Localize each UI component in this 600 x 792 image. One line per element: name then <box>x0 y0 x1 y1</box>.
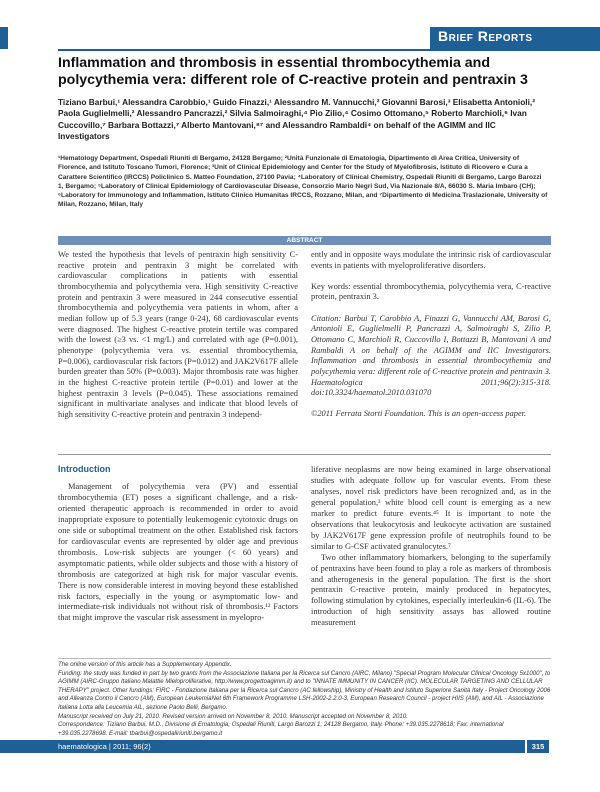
abstract-column-2 <box>311 250 551 431</box>
abstract-label: ABSTRACT <box>286 237 323 244</box>
footnote-correspondence[interactable]: Correspondence: Tiziano Barbui, M.D., Divisione di Ematologia, Ospedali Riuniti, Largo Barozzi 1, 24128 Bergamo, Italy. Phone: +39.035.2278618; Fax: international +39.035.2278698. E-mail: tbarbui@ospedaliriuniti.bergamo.it <box>58 721 504 737</box>
intro-column-1: Management of polycythemia vera (PV) and essential thrombocythemia (ET) poses a significant challenge, and a risk-oriented therapeutic approach is recommended in order to avoid inappropriate exposure to potentially leukemogenic cytotoxic drugs on one side or suboptimal treatment on the other. Established risk factors for cardiovascular events are represented by older age and previous thrombosis. Low-risk subjects are younger (< 60 years) and asymptomatic patients, while older subjects and those with a history of thrombosis are categorized at high risk for major vascular events. There is now considerable interest in moving beyond these established risk factors, especially in the young or asymptomatic low- and intermediate-risk individuals not without risk of thrombosis.¹² Factors that might improve the vascular risk assessment in myelopro- <box>58 482 298 623</box>
author-list: Tiziano Barbui,¹ Alessandra Carobbio,¹ Guido Finazzi,¹ Alessandro M. Vannucchi,² Giovanni Barosi,³ Elisabetta Antonioli,² Paola Guglielmelli,² Alessandro Pancrazzi,² Silvia Salmoiraghi,⁴ Pio Zilio,⁴ Cosimo Ottomano,⁵ Roberto Marchioli,⁶ Ivan Cuccovillo,⁷ Barbara Bottazzi,⁷ Alberto Mantovani,⁸⁷ and Alessandro Rambaldi⁴ on behalf of the AGIMM and IIC Investigators <box>58 97 535 142</box>
section-banner <box>430 27 600 49</box>
citation[interactable]: Citation: Barbui T, Carobbio A, Finazzi G, Vannucchi AM, Barosi G, Antonioli E, Guglielmelli P, Pancrazzi A, Salmoiraghi S, Zilio P, Ottomano C, Marchioli R, Cuccovillo I, Bottazzi B, Mantovani A and Rambaldi A on behalf of the AGIMM and IIC Investigators. Inflammation and thrombosis in essential thrombocythemia and polycythemia vera: different role of C-reactive protein and pentraxin 3. Haematologica 2011;96(2):315-318. doi:10.3324/haematol.2010.031070 <box>311 313 551 398</box>
abstract-banner <box>58 236 551 245</box>
article-title: Inflammation and thrombosis in essential thrombocythemia and polycythemia vera: different role of C-reactive protein and pentraxin 3 <box>58 55 528 88</box>
footnote-funding: Funding: the study was funded in part by two grants from the Associazione Italiana per la Ricerca sul Cancro (AIRC, Milano) "Special Program Molecular Clinical Oncology 5x1000", to AGIMM (AIRC-Gruppo Italiano Malattie Mieloproliferative, http://www.progettoagimm.it) and to "INNATE IMMUNITY IN CANCER (IIC). MOLECULAR TARGETING AND CELLULAR THERAPY" project. Other fundings: FIRC - Fondazione Italiana per la Ricerca sul Cancro (AC fellowship), Ministry of Health and Istituto Superiore Sanità Italy - Project Oncology 2006 and Alleanza Contro il Cancro (AM), European LeukemiaNet 6th Framework Programme LSH-2002-2.2.0-3, European Research Council - project HIIS (AM), and AIL - Associazione Italiana Lotta alla Leucemia AIL, sezione Paolo Belli, Bergamo. <box>58 669 551 711</box>
page-number: 315 <box>531 742 545 751</box>
affiliations: ¹Hematology Department, Ospedali Riuniti di Bergamo, 24128 Bergamo; ²Unità Funzionale di Ematologia, Dipartimento di Area Critica, University of Florence, and Istituto Toscano Tumori, Florence; ³Unit of Clinical Epidemiology and Center for the Study of Myelofibrosis, Istituto di Ricovero e Cura a Carattere Scientifico (IRCCS) Policlinico S. Matteo Foundation, 27100 Pavia; ⁴Laboratory of Clinical Chemistry, Ospedali Riuniti di Bergamo, Largo Barozzi 1, Bergamo; ⁵Laboratory of Clinical Epidemiology of Cardiovascular Disease, Consorzio Mario Negri Sud, Via Nazionale 8/A, 66030 S. Maria Imbaro (CH); ⁶Laboratory for Immunology and Inflammation, Istituto Clinico Humanitas IRCCS, Rozzano, Milan, and ⁷Dipartimento di Medicina Traslazionale, University of Milan, Rozzano, Milan, Italy <box>58 155 548 209</box>
footnote-manuscript-dates: Manuscript received on July 21, 2010. Revised version arrived on November 8, 2010. Manuscript accepted on November 8, 2010. <box>58 712 408 720</box>
abstract-column-1: We tested the hypothesis that levels of pentraxin high sensitivity C-reactive protein and pentraxin 3 might be correlated with cardiovascular complications in patients with essential thrombocythemia and polycythemia vera. High sensitivity C-reactive protein and pentraxin 3 were measured in 244 consecutive essential thrombocythemia and polycythemia vera patients in whom, after a median follow up of 5.3 years (range 0-24), 68 cardiovascular events were diagnosed. The highest C-reactive protein tertile was compared with the lowest (≥3 vs. <1 mg/L) and correlated with age (P=0.001), phenotype (polycythemia vera vs. essential thrombocythemia, P=0.006), cardiovascular risk factors (P=0.012) and JAK2V617F allele burden greater than 50% (P=0.003). Major thrombosis rate was higher in the highest C-reactive protein tertile (P=0.01) and lower at the highest pentraxin 3 levels (P=0.045). These associations remained significant in multivariate analyses and indicate that blood levels of high sensitivity C-reactive protein and pentraxin 3 independ- <box>58 250 298 419</box>
header-rule <box>58 49 600 51</box>
footnote-supplementary: The online version of this article has a Supplementary Appendix. <box>58 661 232 668</box>
intro-column-2 <box>311 465 551 629</box>
section-label: Brief Reports <box>438 28 533 44</box>
abstract-continuation: ently and in opposite ways modulate the intrinsic risk of cardiovascular events in patients with myeloproliferative disorders. <box>311 250 551 270</box>
keywords: Key words: essential thrombocythemia, polycythemia vera, C-reactive protein, pentraxin 3. <box>311 281 551 302</box>
left-edge-mark <box>0 27 8 49</box>
copyright: ©2011 Ferrata Storti Foundation. This is an open-access paper. <box>311 409 527 419</box>
intro-heading: Introduction <box>58 464 111 474</box>
section-divider <box>58 454 551 455</box>
footnotes <box>58 661 551 738</box>
footnote-rule <box>58 658 551 659</box>
intro-paragraph: Two other inflammatory biomarkers, belonging to the superfamily of pentraxins have been found to play a role as markers of thrombosis and atherogenesis in the general population. The first is the short pentraxin C-reactive protein, mainly produced in hepatocytes, following stimulation by cytokines, especially interleukin-6 (IL-6). The introduction of high sensitivity assays has allowed routine measurement <box>311 552 551 628</box>
intro-paragraph: liferative neoplasms are now being examined in large observational studies with adequate follow up for vascular events. From these analyses, novel risk predictors have been recognized and, as in the general population,³ white blood cell count is emerging as a new marker to predict future events.⁴⁵ It is important to note the observations that leukocytosis and leukocyte activation are sustained by JAK2V617F gene expression profile of neutrophils found to be similar to G-CSF activated granulocytes.⁷ <box>311 465 551 551</box>
journal-info: haematologica | 2011; 96(2) <box>58 742 151 751</box>
